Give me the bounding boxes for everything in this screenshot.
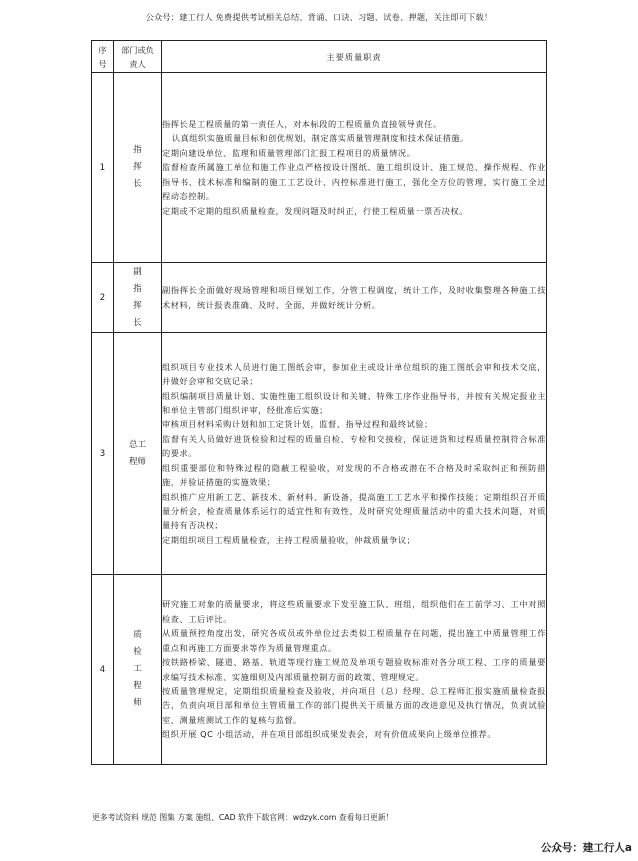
header-duties: 主要质量职责: [162, 41, 547, 73]
row-index: 2: [92, 263, 114, 333]
duty-paragraph: 组织开展 QC 小组活动，并在项目部组织成果发表会，对有价值成果向上级单位推荐。: [162, 729, 497, 740]
row-responsible: 指挥长: [114, 73, 162, 263]
duty-paragraph: 组织推广应用新工艺、新技术、新材料、新设备，提高施工工艺水平和操作技能；定期组织召开质量分析会，检查质量体系运行的适宜性和有效性，及时研究处理质量活动中的重大技术问题，对质量持有否决权；: [162, 491, 546, 531]
row-duties: [162, 333, 547, 575]
duty-paragraph: 指挥长是工程质量的第一责任人，对本标段的工程质量负直接领导责任。: [162, 119, 442, 130]
duty-paragraph: 研究施工对象的质量要求，将这些质量要求下发至施工队、班组，组织他们在工前学习、工中对照检查、工后评比。: [162, 599, 546, 624]
top-banner: 公众号：建工行人 免费提供考试相关总结、背诵、口诀、习题、试卷、押题，关注即可下载！: [145, 12, 493, 22]
table-row: [92, 73, 547, 263]
row-duties: [162, 263, 547, 333]
table-header-row: [92, 41, 547, 73]
duty-paragraph: 组织编制项目质量计划、实施性施工组织设计和关键、特殊工序作业指导书，并按有关规定报业主和单位主管部门组织评审，经批准后实施；: [162, 390, 546, 416]
row-duties: [162, 575, 547, 765]
duty-paragraph: 定期或不定期的组织质量检查，发现问题及时纠正，行使工程质量一票否决权。: [162, 205, 468, 216]
table-row: [92, 575, 547, 765]
duty-paragraph: 副指挥长全面做好现场管理和项目规划工作，分管工程调度，统计工作，及时收集整理各种施工技术材料，统计报表准确、及时、全面，并做好统计分析。: [162, 285, 546, 310]
footer-links: 更多考试资料 规范 图集 方案 施组、CAD 软件下载官网：wdzyk.com 查看每日更新！: [92, 813, 394, 822]
duty-paragraph: 监督检查所属施工单位和施工作业点严格按设计图纸、施工组织设计、施工规范、操作规程、作业指导书、技术标准和编制的施工工艺设计、内控标准进行施工，强化全方位的管理，实行施工全过程动态控制。: [162, 162, 546, 202]
duty-paragraph: 定期组织项目工程质量检查，主持工程质量验收，仲裁质量争议；: [162, 534, 416, 545]
row-responsible: 质检工程师: [114, 575, 162, 765]
duty-paragraph: 认真组织实施质量目标和创优规划，制定落实质量管理制度和技术保证措施。: [171, 133, 469, 144]
duty-paragraph: 定期向建设单位、监理和质量管理部门汇报工程项目的质量情况。: [162, 147, 416, 158]
duty-paragraph: 从质量预控角度出发，研究各成员或外单位过去类似工程质量存在问题，提出施工中质量管理工作重点和再施工方面要求等作为质量管理重点。: [162, 628, 546, 653]
quality-duty-table: [91, 40, 547, 765]
row-duties: [162, 73, 547, 263]
duty-paragraph: 审核项目材料采购计划和加工定货计划，监督、指导过程和最终试验；: [162, 419, 433, 430]
header-index: 序号: [92, 41, 114, 73]
row-responsible: 副指挥长: [114, 263, 162, 333]
duty-paragraph: 组织项目专业技术人员进行施工图纸会审，参加业主或设计单位组织的施工图纸会审和技术交底，并做好会审和交底记录；: [162, 361, 546, 387]
duty-paragraph: 组织重要部位和特殊过程的隐蔽工程验收，对发现的不合格或潜在不合格及时采取纠正和预防措施，并验证措施的实施效果；: [162, 462, 546, 488]
table-row: [92, 333, 547, 575]
table-row: [92, 263, 547, 333]
row-index: 4: [92, 575, 114, 765]
header-responsible: 部门或负责人: [114, 41, 162, 73]
row-index: 1: [92, 73, 114, 263]
duty-paragraph: 按质量管理规定，定期组织质量检查及验收，并向项目（总）经理、总工程师汇报实施质量检查报告，负责向项目部和单位主管质量工作的部门提供关于质量方面的改进意见及执行情况，负责试验室、测量班测试工作的复核与监督。: [162, 685, 546, 725]
row-index: 3: [92, 333, 114, 575]
footer-signature: 公众号：建工行人a: [540, 842, 632, 854]
row-responsible: 总工程师: [114, 333, 162, 575]
duty-paragraph: 按铁路桥梁、隧道、路基、轨道等现行施工规范及单项专题验收标准对各分项工程、工序的质量要求编写技术标准、实施细则及内部质量控制方面的政策、管理规定。: [162, 657, 546, 682]
duty-paragraph: 监督有关人员做好进货检验和过程的质量自检、专检和交接检，保证进货和过程质量控制符合标准的要求。: [162, 433, 546, 459]
